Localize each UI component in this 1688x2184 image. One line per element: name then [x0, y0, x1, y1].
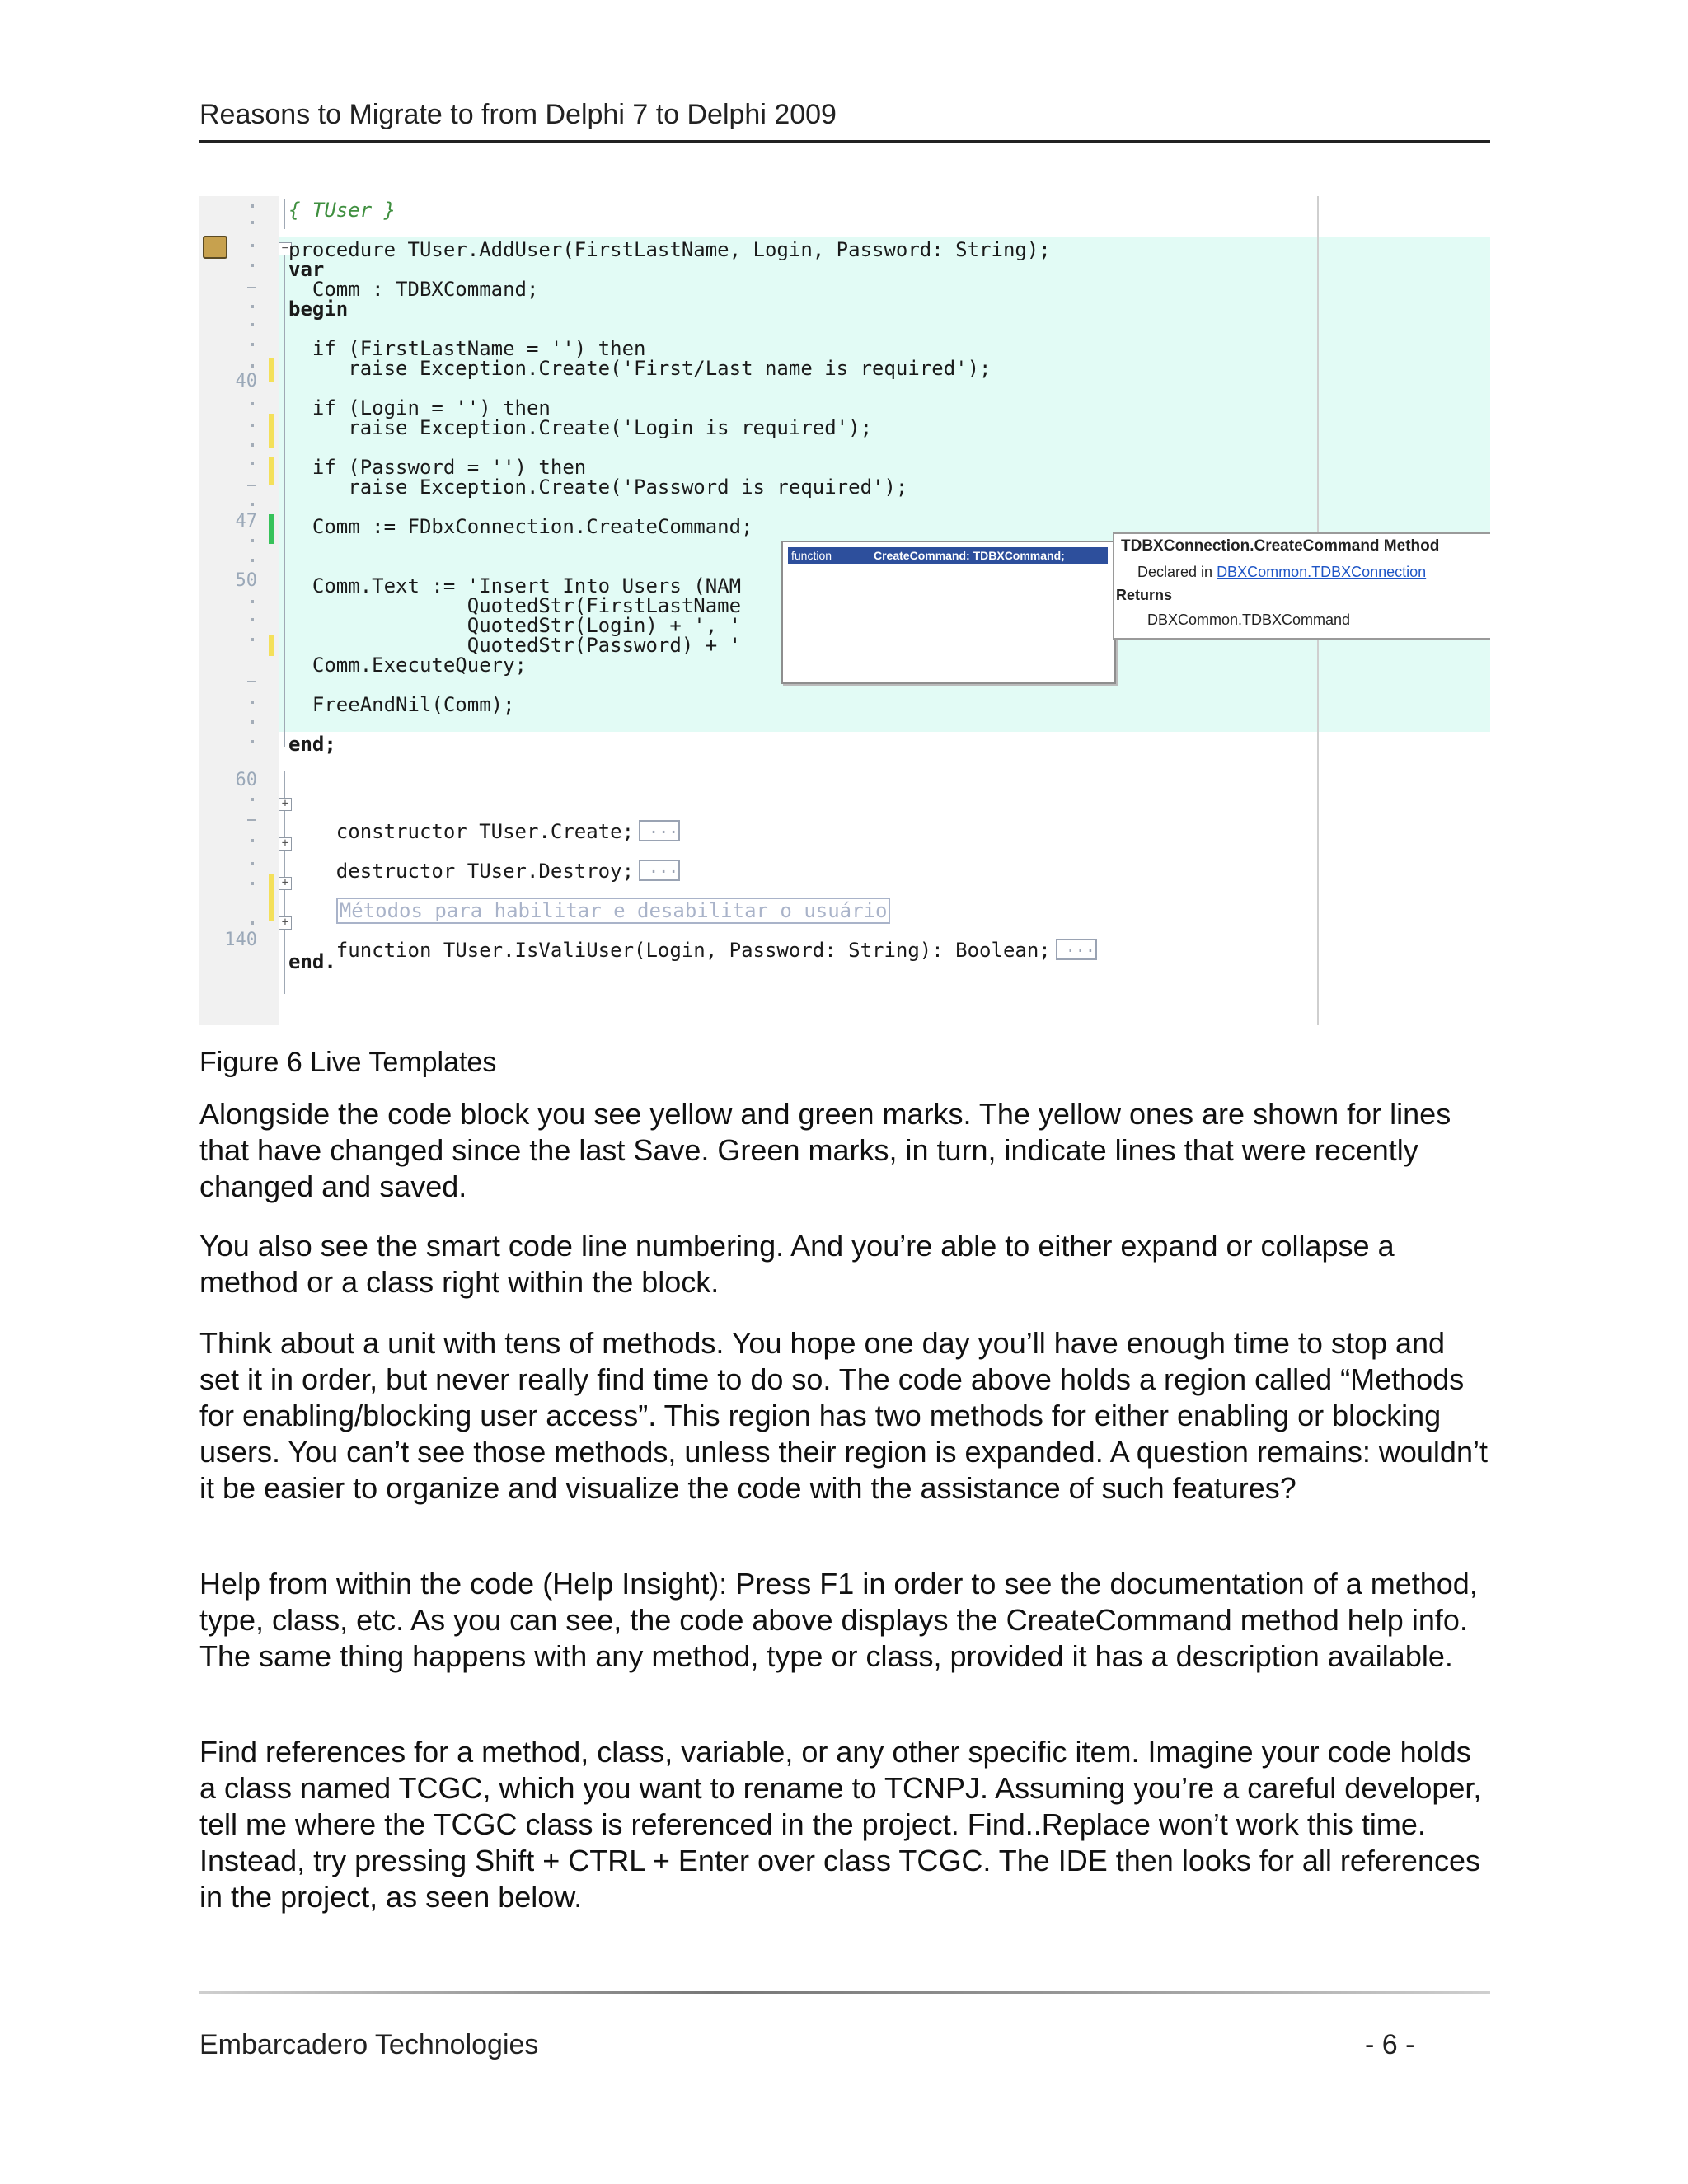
- code-line-collapsed[interactable]: [288, 829, 680, 883]
- gutter-dash: [247, 485, 256, 486]
- changed-line-mark: [269, 358, 274, 382]
- expand-icon[interactable]: +: [279, 877, 292, 890]
- code-line: FreeAndNil(Comm);: [288, 693, 515, 716]
- code-line: begin: [288, 298, 349, 321]
- line-number: 40: [235, 371, 257, 391]
- bookmark-icon[interactable]: [203, 236, 227, 259]
- code-line: QuotedStr(FirstLastName: [288, 594, 742, 617]
- code-line: QuotedStr(Password) + ': [288, 634, 742, 657]
- collapse-icon[interactable]: −: [279, 242, 292, 255]
- code-line: raise Exception.Create('Password is required');: [288, 476, 908, 499]
- code-line: end.: [288, 950, 336, 973]
- completion-kind: function: [791, 549, 832, 562]
- code-line-text: constructor TUser.Create;: [335, 820, 635, 843]
- code-line: raise Exception.Create('First/Last name is required');: [288, 357, 992, 380]
- fold-guide: [284, 255, 285, 747]
- line-number: 140: [224, 930, 257, 950]
- gutter-dot: [251, 244, 254, 247]
- fold-guide: [284, 199, 285, 229]
- gutter-dot: [251, 740, 254, 743]
- body-paragraph: You also see the smart code line numbering. And you’re able to either expand or collapse a method or a class right within the block.: [199, 1229, 1395, 1299]
- help-declared-link[interactable]: DBXCommon.TDBXConnection: [1217, 564, 1427, 580]
- code-line-text: function TUser.IsValiUser(Login, Password: String): Boolean;: [335, 939, 1051, 962]
- expand-icon[interactable]: +: [279, 916, 292, 930]
- line-number: 47: [235, 511, 257, 532]
- expand-icon[interactable]: +: [279, 798, 292, 811]
- gutter-dot: [251, 402, 254, 405]
- page-header: [199, 97, 1490, 143]
- changed-line-mark: [269, 635, 274, 656]
- gutter-dot: [251, 638, 254, 641]
- gutter-dot: [251, 443, 254, 447]
- collapsed-region[interactable]: [288, 869, 890, 922]
- gutter-dot: [251, 882, 254, 885]
- gutter-dash: [247, 819, 256, 821]
- gutter-dot: [251, 503, 254, 506]
- code-line: if (FirstLastName = '') then: [288, 337, 646, 360]
- gutter-dot: [251, 462, 254, 465]
- help-returns-value: DBXCommon.TDBXCommand: [1147, 612, 1351, 628]
- gutter-dot: [251, 701, 254, 704]
- code-line: if (Login = '') then: [288, 396, 551, 419]
- changed-line-mark: [269, 874, 274, 921]
- expand-icon[interactable]: +: [279, 837, 292, 851]
- gutter-dot: [251, 559, 254, 562]
- changed-line-mark: [269, 457, 274, 485]
- gutter-dot: [251, 221, 254, 224]
- region-label: Métodos para habilitar e desabilitar o usuário: [336, 898, 891, 924]
- footer-divider: [199, 1991, 1490, 1994]
- code-line: raise Exception.Create('Login is required');: [288, 416, 873, 439]
- gutter-dot: [251, 600, 254, 603]
- code-line: if (Password = '') then: [288, 456, 587, 479]
- gutter-dot: [251, 364, 254, 368]
- code-line: { TUser }: [288, 199, 396, 222]
- line-number: 60: [235, 770, 257, 790]
- gutter-dot: [251, 839, 254, 842]
- code-line: var: [288, 258, 325, 281]
- gutter-dot: [251, 618, 254, 621]
- gutter-dash: [247, 681, 256, 682]
- changed-line-mark: [269, 414, 274, 448]
- gutter-dot: [251, 424, 254, 427]
- completion-item-selected[interactable]: [788, 547, 1108, 564]
- help-declared: [1137, 564, 1426, 581]
- gutter-dot: [251, 305, 254, 308]
- code-line: Comm.ExecuteQuery;: [288, 654, 527, 677]
- body-paragraph: Think about a unit with tens of methods. You hope one day you’ll have enough time to stop and set it in order, but never really find time to do so. The code above holds a region called “Methods for enabling/blocking user access”. This region has two methods for either enabling or blocking users. You can’t see those methods, unless their region is expanded. A question remains: wouldn’t it be easier to organize and visualize the code with the assistance of such features?: [199, 1326, 1488, 1505]
- code-line: QuotedStr(Login) + ', ': [288, 614, 742, 637]
- code-editor-figure: [199, 196, 1490, 1025]
- gutter-dot: [251, 921, 254, 925]
- gutter-dot: [251, 264, 254, 267]
- editor-gutter: [199, 196, 279, 1025]
- code-line: procedure TUser.AddUser(FirstLastName, Login, Password: String);: [288, 238, 1051, 261]
- footer-company: Embarcadero Technologies: [199, 2029, 539, 2060]
- document-title: Reasons to Migrate to from Delphi 7 to Delphi 2009: [199, 99, 837, 130]
- code-line: Comm.Text := 'Insert Into Users (NAM: [288, 574, 742, 598]
- body-paragraph: Help from within the code (Help Insight): Press F1 in order to see the documentation of a method, type, class, etc. As you can see, the code above displays the CreateCommand method help info. The same thing happens with any method, type or class, provided it has a description available.: [199, 1567, 1478, 1673]
- help-declared-label: Declared in: [1137, 564, 1213, 580]
- collapsed-block-icon[interactable]: [1056, 939, 1097, 960]
- code-completion-popup[interactable]: [781, 541, 1116, 684]
- gutter-dot: [251, 204, 254, 208]
- line-number: 50: [235, 570, 257, 591]
- gutter-dash: [247, 287, 256, 288]
- code-line: end;: [288, 733, 336, 756]
- gutter-dot: [251, 343, 254, 346]
- gutter-dot: [251, 720, 254, 724]
- gutter-dot: [251, 862, 254, 865]
- gutter-dot: [251, 798, 254, 801]
- help-insight-panel: [1113, 532, 1490, 640]
- body-paragraph: Alongside the code block you see yellow and green marks. The yellow ones are shown for lines that have changed since the last Save. Green marks, in turn, indicate lines that were recently changed and saved.: [199, 1097, 1451, 1203]
- code-line-collapsed[interactable]: [288, 790, 680, 843]
- gutter-dot: [251, 323, 254, 326]
- help-returns-label: Returns: [1116, 587, 1173, 603]
- completion-signature: CreateCommand: TDBXCommand;: [874, 549, 1065, 562]
- code-line: Comm : TDBXCommand;: [288, 278, 539, 301]
- code-line-text: destructor TUser.Destroy;: [335, 860, 635, 883]
- help-title: TDBXConnection.CreateCommand Method: [1121, 537, 1440, 555]
- saved-line-mark: [269, 514, 274, 544]
- figure-caption: Figure 6 Live Templates: [199, 1047, 497, 1078]
- gutter-dot: [251, 539, 254, 542]
- body-paragraph: Find references for a method, class, variable, or any other specific item. Imagine your code holds a class named TCGC, which you want to rename to TCNPJ. Assuming you’re a careful developer, tell me where the TCGC class is referenced in the project. Find..Replace won’t work this time. Instead, try pressing Shift + CTRL + Enter over class TCGC. The IDE then looks for all references in the project, as seen below.: [199, 1735, 1482, 1914]
- page-number: - 6 -: [1365, 2029, 1415, 2060]
- code-line: Comm := FDbxConnection.CreateCommand;: [288, 515, 753, 538]
